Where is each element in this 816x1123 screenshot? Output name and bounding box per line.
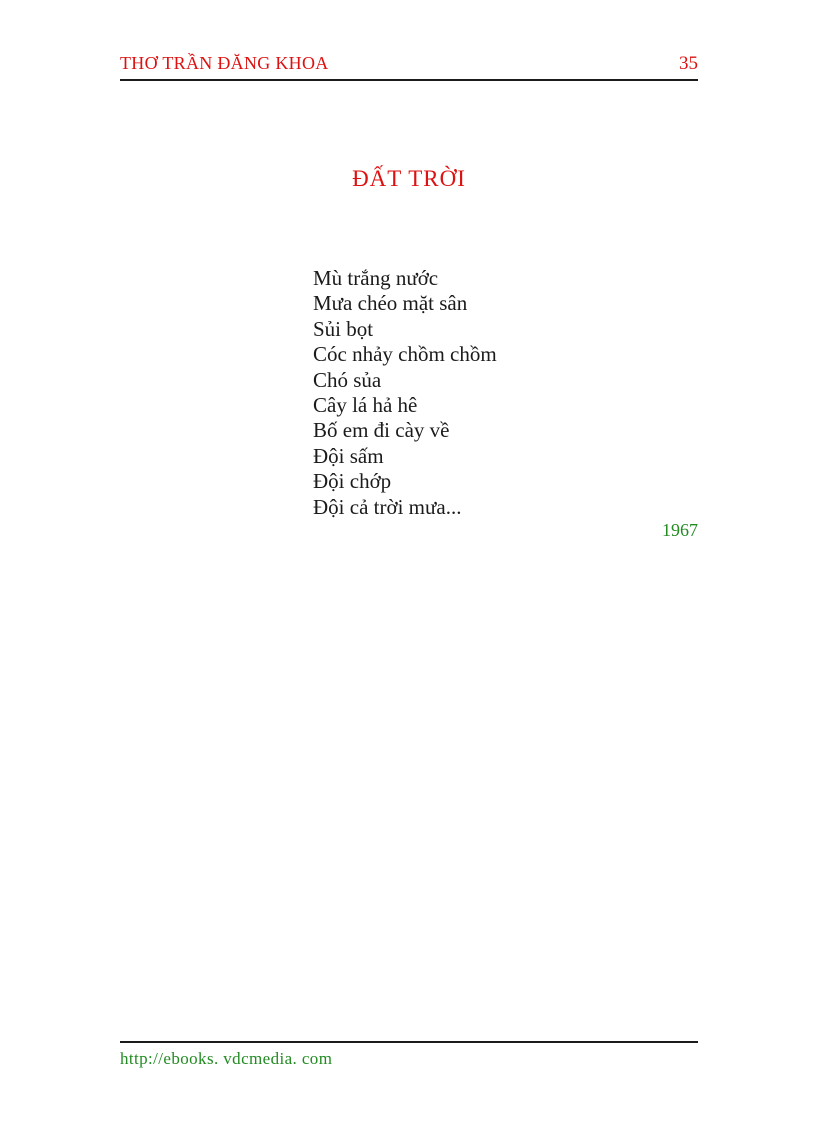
footer-url-link[interactable]: http://ebooks. vdcmedia. com xyxy=(120,1049,333,1068)
poem-body xyxy=(313,266,497,520)
poem-line: Sủi bọt xyxy=(313,316,374,341)
poem-line: Đội chớp xyxy=(313,469,392,494)
poem-line: Cóc nhảy chồm chồm xyxy=(313,342,497,367)
poem-line: Đội sấm xyxy=(313,443,384,468)
poem-line: Mưa chéo mặt sân xyxy=(313,291,468,316)
running-book-title: THƠ TRẦN ĐĂNG KHOA xyxy=(120,53,329,73)
poem-line: Chó sủa xyxy=(313,367,382,392)
page-header xyxy=(120,52,698,81)
poem-line: Cây lá hả hê xyxy=(313,393,418,418)
page-number: 35 xyxy=(679,53,698,74)
poem-line: Mù trắng nước xyxy=(313,266,439,290)
poem-line: Bố em đi cày về xyxy=(313,418,450,443)
poem-title: ĐẤT TRỜI xyxy=(352,166,466,191)
poem-line: Đội cả trời mưa... xyxy=(313,494,462,519)
poem-year: 1967 xyxy=(662,520,698,540)
page-footer xyxy=(120,1041,698,1069)
footer-divider xyxy=(120,1041,698,1043)
